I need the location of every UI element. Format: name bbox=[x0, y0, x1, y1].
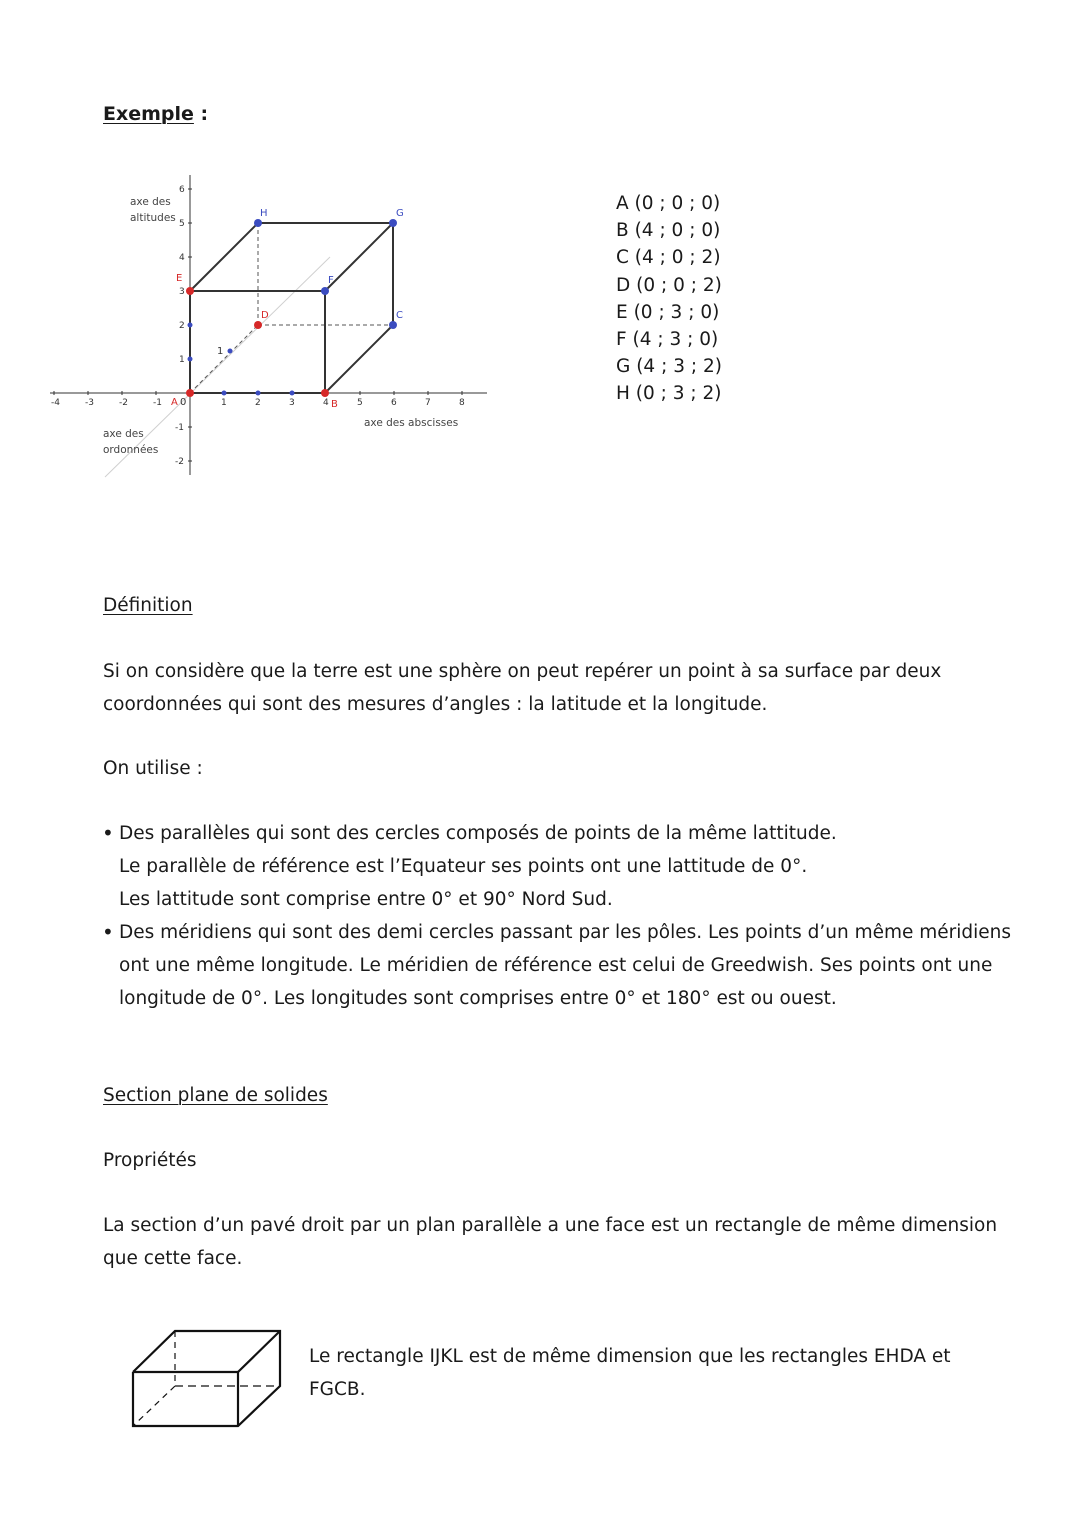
coordinate-graph bbox=[0, 170, 520, 490]
coordinates-list bbox=[616, 190, 722, 408]
definition-intro: On utilise : bbox=[103, 758, 203, 779]
coordinate-B: B (4 ; 0 ; 0) bbox=[616, 220, 721, 242]
point-B bbox=[321, 389, 329, 397]
coordinate-E: E (0 ; 3 ; 0) bbox=[616, 301, 720, 323]
caption-line-1: Le rectangle IJKL est de même dimension que les rectangles EHDA et bbox=[309, 1346, 951, 1367]
cuboid-outline bbox=[133, 1331, 280, 1426]
definition-bullets bbox=[102, 817, 1022, 1015]
example-title: Exemple bbox=[103, 103, 194, 125]
x-dot-1 bbox=[222, 391, 227, 396]
point-G bbox=[389, 219, 397, 227]
section-subtitle: Propriétés bbox=[103, 1150, 197, 1171]
bullet-paralleles bbox=[102, 817, 1022, 916]
x-tick-label: -4 bbox=[51, 398, 60, 408]
cuboid-drawing bbox=[125, 1322, 290, 1434]
x-tick-label: -1 bbox=[153, 398, 162, 408]
bullet-2-line-3: longitude de 0°. Les longitudes sont comprises entre 0° et 180° est ou ouest. bbox=[119, 988, 837, 1009]
y-dot-1 bbox=[188, 357, 193, 362]
label-F: F bbox=[328, 275, 334, 286]
coordinate-G: G (4 ; 3 ; 2) bbox=[616, 356, 722, 378]
label-E: E bbox=[176, 273, 183, 284]
abscisses-axis-label: axe des abscisses bbox=[364, 417, 459, 429]
bullet-2-line-2: ont une même longitude. Le méridien de référence est celui de Greedwish. Ses points ont une bbox=[119, 955, 993, 976]
y-tick-label: 4 bbox=[179, 253, 185, 263]
section-paragraph bbox=[103, 1209, 1023, 1275]
altitudes-axis-label-2: altitudes bbox=[130, 212, 176, 224]
y-tick-label: 3 bbox=[179, 287, 185, 297]
y-tick-label: 2 bbox=[179, 321, 185, 331]
coordinate-H: H (0 ; 3 ; 2) bbox=[616, 383, 722, 405]
label-D: D bbox=[261, 310, 269, 321]
bullet-1-line-3: Les lattitude sont comprise entre 0° et 90° Nord Sud. bbox=[119, 889, 613, 910]
definition-line-2: coordonnées qui sont des mesures d’angles : la latitude et la longitude. bbox=[103, 694, 768, 715]
x-tick-label: 6 bbox=[391, 398, 397, 408]
bullet-meridiens bbox=[102, 916, 1022, 1015]
label-H: H bbox=[260, 208, 268, 219]
coordinate-D: D (0 ; 0 ; 2) bbox=[616, 274, 722, 296]
example-heading bbox=[103, 103, 208, 125]
label-origin: 0 bbox=[180, 397, 187, 408]
section-line-2: que cette face. bbox=[103, 1248, 243, 1269]
edge-FG bbox=[325, 223, 393, 291]
y-tick-label: 6 bbox=[179, 185, 185, 195]
bullet-2-line-1: • Des méridiens qui sont des demi cercles passant par les pôles. Les points d’un même méridiens bbox=[119, 922, 1012, 943]
y-dot-2 bbox=[188, 323, 193, 328]
depth-dot-1 bbox=[228, 349, 233, 354]
cuboid-top-right bbox=[238, 1331, 280, 1372]
y-tick-label: 5 bbox=[179, 219, 185, 229]
x-tick-label: 8 bbox=[459, 398, 465, 408]
point-E bbox=[186, 287, 194, 295]
ordonnees-axis-label-2: ordonnées bbox=[103, 444, 159, 456]
x-tick-label: 1 bbox=[221, 398, 227, 408]
x-tick-label: 5 bbox=[357, 398, 363, 408]
section-title: Section plane de solides bbox=[103, 1085, 328, 1106]
label-G: G bbox=[396, 208, 404, 219]
x-dot-2 bbox=[256, 391, 261, 396]
y-tick-label: -1 bbox=[175, 423, 184, 433]
point-F bbox=[321, 287, 329, 295]
ordonnees-axis-label-1: axe des bbox=[103, 428, 144, 440]
coordinate-A: A (0 ; 0 ; 0) bbox=[616, 193, 721, 214]
point-D bbox=[254, 321, 262, 329]
coordinate-F: F (4 ; 3 ; 0) bbox=[616, 329, 719, 351]
y-tick-label: -2 bbox=[175, 457, 184, 467]
cuboid-caption bbox=[309, 1340, 1009, 1406]
depth-tick-label: 1 bbox=[217, 346, 224, 357]
x-tick-label: 7 bbox=[425, 398, 431, 408]
cuboid-hidden-diagonal bbox=[133, 1386, 175, 1426]
definition-paragraph bbox=[103, 655, 1023, 721]
caption-line-2: FGCB. bbox=[309, 1379, 366, 1400]
altitudes-axis-label-1: axe des bbox=[130, 196, 171, 208]
definition-line-1: Si on considère que la terre est une sphère on peut repérer un point à sa surface par deux bbox=[103, 661, 942, 682]
bullet-1-line-1: • Des parallèles qui sont des cercles composés de points de la même lattitude. bbox=[119, 823, 837, 844]
y-tick-label: 1 bbox=[179, 355, 185, 365]
edge-BC bbox=[325, 325, 393, 393]
x-tick-label: -3 bbox=[85, 398, 94, 408]
x-dot-3 bbox=[290, 391, 295, 396]
bullet-1-line-2: Le parallèle de référence est l’Equateur ses points ont une lattitude de 0°. bbox=[119, 856, 808, 877]
example-colon: : bbox=[193, 103, 209, 125]
coordinate-C: C (4 ; 0 ; 2) bbox=[616, 247, 721, 269]
edge-AD bbox=[190, 325, 258, 393]
section-line-1: La section d’un pavé droit par un plan parallèle a une face est un rectangle de même dimension bbox=[103, 1215, 998, 1236]
point-A bbox=[186, 389, 194, 397]
x-tick-label: -2 bbox=[119, 398, 128, 408]
x-tick-label: 4 bbox=[323, 398, 329, 408]
x-tick-label: 2 bbox=[255, 398, 261, 408]
label-C: C bbox=[396, 310, 403, 321]
edge-EH bbox=[190, 223, 258, 291]
definition-title: Définition bbox=[103, 595, 193, 616]
point-H bbox=[254, 219, 262, 227]
x-tick-label: 3 bbox=[289, 398, 295, 408]
point-C bbox=[389, 321, 397, 329]
label-A: A bbox=[171, 397, 178, 408]
label-B: B bbox=[331, 399, 338, 410]
